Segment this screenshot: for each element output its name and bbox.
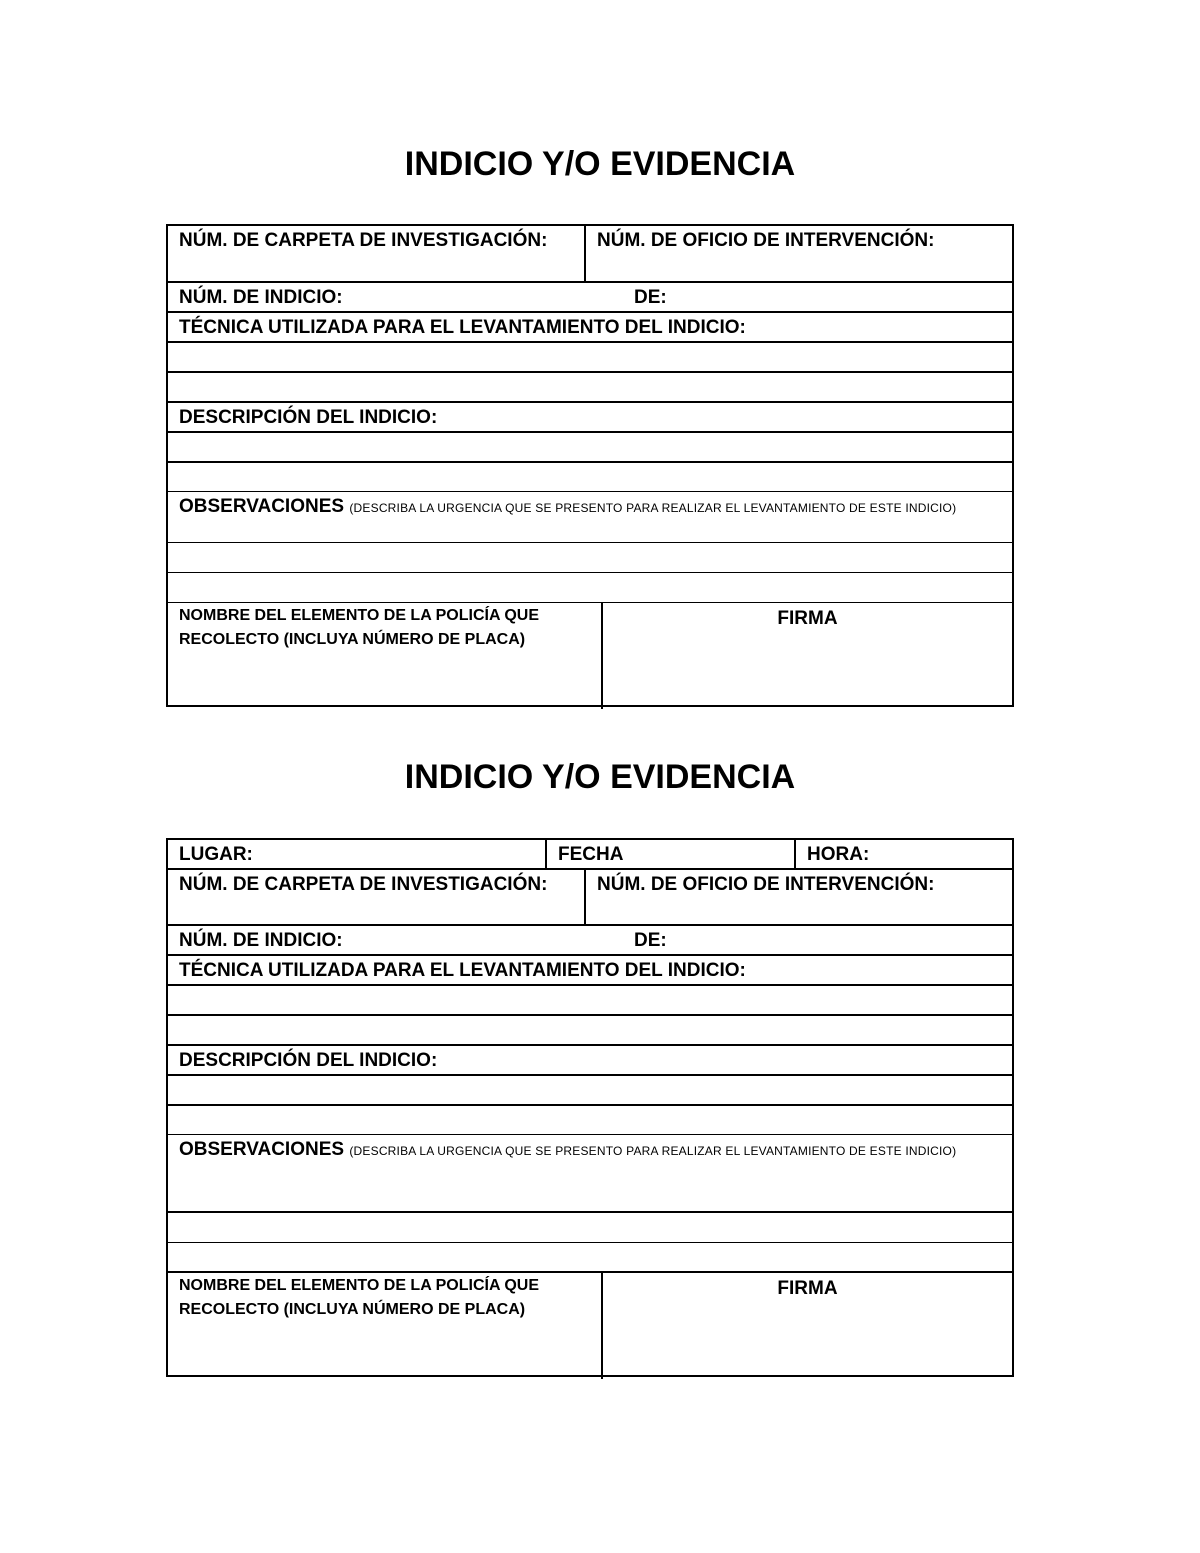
form2-tecnica-line-1[interactable]	[168, 986, 1012, 1016]
form1-tecnica-label: TÉCNICA UTILIZADA PARA EL LEVANTAMIENTO DEL INDICIO:	[179, 317, 746, 338]
form2-firma-field[interactable]	[601, 1273, 1012, 1379]
form2-observaciones-label: OBSERVACIONES	[179, 1139, 345, 1160]
form1-descripcion-line-1[interactable]	[168, 433, 1012, 463]
form2-fecha-label: FECHA	[558, 844, 624, 865]
form1-indicio-label: NÚM. DE INDICIO:	[179, 287, 343, 308]
form1-table	[166, 224, 1014, 707]
form1-observaciones-line-2[interactable]	[168, 573, 1012, 603]
form2-title: INDICIO Y/O EVIDENCIA	[404, 758, 796, 796]
form1-carpeta-field[interactable]	[168, 226, 584, 281]
form1-firma-label: FIRMA	[777, 608, 838, 629]
form2-de-label: DE:	[634, 930, 667, 951]
form2-descripcion-line-1[interactable]	[168, 1076, 1012, 1106]
form1-nombre-field[interactable]	[168, 603, 601, 709]
form1-indicio-row[interactable]	[168, 283, 1012, 313]
form2-observaciones-line-1[interactable]	[168, 1213, 1012, 1243]
form1-nombre-line1: NOMBRE DEL ELEMENTO DE LA POLICÍA QUE	[179, 607, 540, 624]
form2-observaciones-note: (DESCRIBA LA URGENCIA QUE SE PRESENTO PARA REALIZAR EL LEVANTAMIENTO DE ESTE INDICIO)	[349, 1144, 957, 1158]
form1-oficio-label: NÚM. DE OFICIO DE INTERVENCIÓN:	[597, 230, 935, 251]
form1-oficio-field[interactable]	[584, 226, 1012, 281]
form1-descripcion-line-2[interactable]	[168, 463, 1012, 492]
form2-tecnica-row	[168, 956, 1012, 986]
form2-lugar-row	[168, 840, 1012, 870]
form2-observaciones-row[interactable]	[168, 1135, 1012, 1213]
form1-tecnica-line-2[interactable]	[168, 373, 1012, 403]
form1-nombre-line2: RECOLECTO (INCLUYA NÚMERO DE PLACA)	[179, 631, 526, 648]
form1-observaciones-row[interactable]	[168, 492, 1012, 543]
form2-nombre-field[interactable]	[168, 1273, 601, 1379]
form1-de-label: DE:	[634, 287, 667, 308]
form1-observaciones-line-1[interactable]	[168, 543, 1012, 573]
form2-indicio-field[interactable]	[168, 926, 1012, 954]
form1-tecnica-line-1[interactable]	[168, 343, 1012, 373]
form2-observaciones-field[interactable]	[168, 1135, 1012, 1211]
form2-carpeta-field[interactable]	[168, 870, 584, 924]
form1-descripcion-label: DESCRIPCIÓN DEL INDICIO:	[179, 407, 438, 428]
form2-descripcion-line-2[interactable]	[168, 1106, 1012, 1135]
form2-carpeta-label: NÚM. DE CARPETA DE INVESTIGACIÓN:	[179, 874, 548, 895]
form1-title: INDICIO Y/O EVIDENCIA	[404, 145, 796, 183]
form2-lugar-field[interactable]	[168, 840, 545, 868]
form2-hora-label: HORA:	[807, 844, 870, 865]
form1-carpeta-label: NÚM. DE CARPETA DE INVESTIGACIÓN:	[179, 230, 548, 251]
form2-hora-field[interactable]	[794, 840, 1012, 868]
form2-firma-label: FIRMA	[777, 1278, 838, 1299]
form2-tecnica-line-2[interactable]	[168, 1016, 1012, 1046]
form2-indicio-row[interactable]	[168, 926, 1012, 956]
form2-signature-row	[168, 1273, 1012, 1379]
form1-signature-row	[168, 603, 1012, 709]
form2-descripcion-label: DESCRIPCIÓN DEL INDICIO:	[179, 1050, 438, 1071]
form2-nombre-line1: NOMBRE DEL ELEMENTO DE LA POLICÍA QUE	[179, 1277, 540, 1294]
form2-descripcion-row	[168, 1046, 1012, 1076]
form1-observaciones-label: OBSERVACIONES	[179, 496, 345, 517]
form2-oficio-label: NÚM. DE OFICIO DE INTERVENCIÓN:	[597, 874, 935, 895]
form2-oficio-field[interactable]	[584, 870, 1012, 924]
form2-nombre-line2: RECOLECTO (INCLUYA NÚMERO DE PLACA)	[179, 1301, 526, 1318]
form1-carpeta-row	[168, 226, 1012, 283]
form2-observaciones-line-2[interactable]	[168, 1243, 1012, 1273]
form2-fecha-field[interactable]	[545, 840, 794, 868]
form1-indicio-field[interactable]	[168, 283, 1012, 311]
form1-firma-field[interactable]	[601, 603, 1012, 709]
form2-table	[166, 838, 1014, 1377]
form1-descripcion-row	[168, 403, 1012, 433]
form1-observaciones-field[interactable]	[168, 492, 1012, 542]
form2-indicio-label: NÚM. DE INDICIO:	[179, 930, 343, 951]
form2-carpeta-row	[168, 870, 1012, 926]
form2-tecnica-label: TÉCNICA UTILIZADA PARA EL LEVANTAMIENTO DEL INDICIO:	[179, 960, 746, 981]
form1-observaciones-note: (DESCRIBA LA URGENCIA QUE SE PRESENTO PARA REALIZAR EL LEVANTAMIENTO DE ESTE INDICIO)	[349, 501, 957, 515]
form1-tecnica-row	[168, 313, 1012, 343]
form2-lugar-label: LUGAR:	[179, 844, 253, 865]
